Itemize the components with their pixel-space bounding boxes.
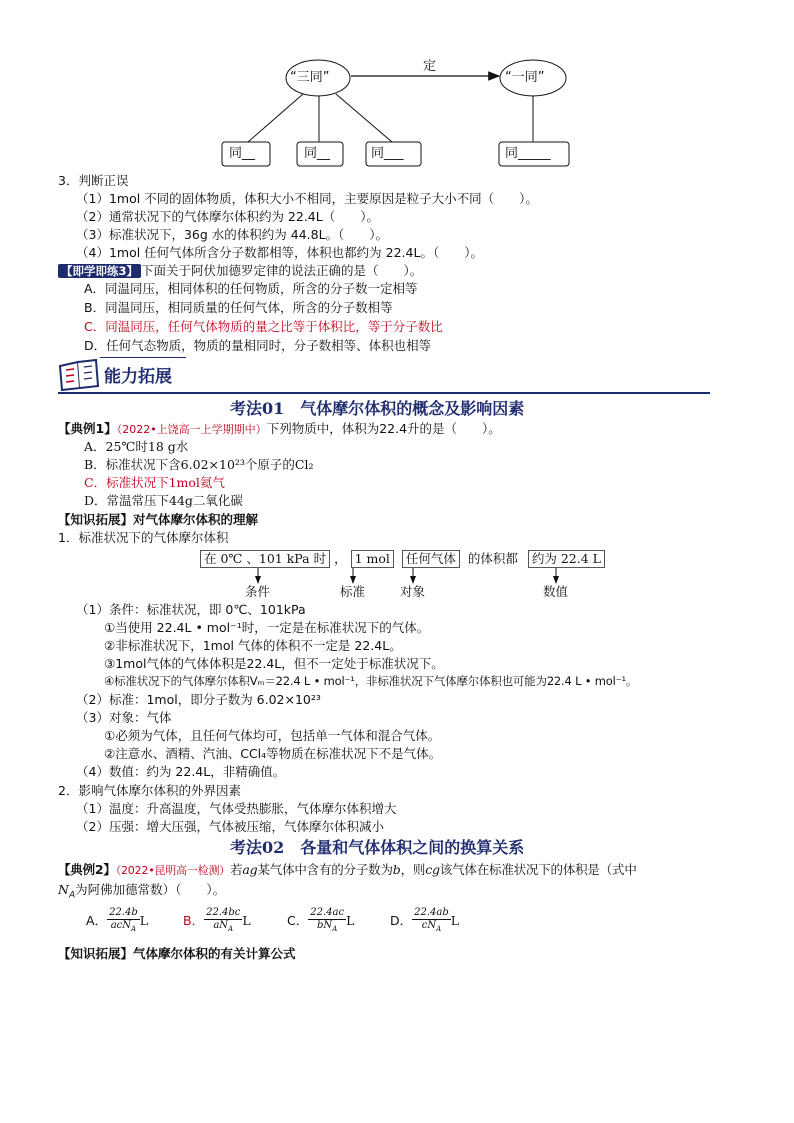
box-1-label: 同__ [229,146,256,161]
branch-line-3 [336,94,392,142]
example1-option-d: D．常温常压下44g二氧化碳 [84,493,243,508]
example1-stem: 下列物质中，体积为22.4升的是（ ）。 [266,421,501,436]
option-d-num: 22.4ab [414,906,449,918]
practice3-label: 【即学即练3】 [58,264,141,278]
practice3-line [58,262,422,280]
right-node-label: “一同” [505,70,545,85]
option-a-unit: L [139,912,149,928]
arrow-label: 定 [423,59,437,74]
ext1-line-3: ②非标准状况下，1mol 气体的体积不一定是 22.4L。 [104,638,402,653]
branch-line-1 [248,94,303,142]
box-condition: 在 0℃ 、101 kPa 时 [200,550,330,568]
book-icon [58,358,102,392]
box-value: 约为 22.4 L [528,550,605,568]
example2-stem-c: ，则 [400,862,426,877]
option-b-num: 22.4bc [206,906,241,918]
box-sep: ， [334,551,347,566]
ext2-title: 【知识拓展】气体摩尔体积的有关计算公式 [58,946,296,961]
example2-option-b [183,906,251,935]
option-d-sub: A [436,924,442,933]
label-standard: 标准 [340,584,366,599]
practice3-option-a: A．同温同压，相同体积的任何物质，所含的分子数一定相等 [84,281,418,296]
label-value: 数值 [543,584,569,599]
option-d-den: cN [421,919,437,931]
box-standard: 1 mol [351,550,394,568]
option-b-den: aN [213,919,229,931]
ext1-line-5: ④标准状况下的气体摩尔体积Vₘ＝22.4 L • mol⁻¹，非标准状况下气体摩尔体积也可能为22.4 L • mol⁻¹。 [104,674,638,688]
ext1-line-8: ①必须为气体，且任何气体均可，包括单一气体和混合气体。 [104,728,441,743]
box-object: 任何气体 [402,550,460,568]
example2-var-a: ag [242,862,258,877]
example2-stem-b: 某气体中含有的分子数为 [257,862,393,877]
label-object: 对象 [400,584,426,599]
box-mid-text: 的体积都 [467,551,518,566]
example2-option-c [287,906,354,935]
ext1-line-2: ①当使用 22.4L • mol⁻¹时，一定是在标准状况下的气体。 [104,620,430,635]
ext1-sub2-line-1: （1）温度：升高温度，气体受热膨胀，气体摩尔体积增大 [76,801,397,816]
option-c-sub: A [332,924,338,933]
option-c-num: 22.4ac [310,906,345,918]
kaofa2-title: 考法02 各量和气体体积之间的换算关系 [230,838,525,857]
q3-title: 3．判断正误 [58,173,129,188]
q3-item-1: （1）1mol 不同的固体物质，体积大小不相同，主要原因是粒子大小不同（ ）。 [76,191,538,206]
example2-line2-rest: 为阿佛加德常数）（ ）。 [75,882,226,897]
example1-option-b: B．标准状况下含6.02×10²³个原子的Cl₂ [84,457,314,472]
option-c-letter: C． [287,912,309,928]
option-b-unit: L [242,912,251,928]
ext1-line-4: ③1mol气体的气体体积是22.4L，但不一定处于标准状况下。 [104,656,444,671]
ext1-line-6: （2）标准：1mol，即分子数为 6.02×10²³ [76,692,321,707]
ext1-line-10: （4）数值：约为 22.4L，非精确值。 [76,764,286,779]
option-b-sub: A [228,924,234,933]
example2-stem-a: 若 [230,862,243,877]
example2-option-d [390,906,459,935]
example2-na-sub: A [68,890,76,901]
example2-var-b: b [392,862,401,877]
ext1-sub2-line-2: （2）压强：增大压强，气体被压缩，气体摩尔体积减小 [76,819,384,834]
example2-var-c: cg [425,862,440,877]
example2-line1 [58,861,637,879]
q3-item-4: （4）1mol 任何气体所含分子数都相等，体积也都约为 22.4L。（ ）。 [76,245,483,260]
example1-label: 【典例1】 [58,421,117,436]
box-4-label: 同_____ [505,146,551,161]
ext1-line-1: （1）条件：标准状况，即 0℃、101kPa [76,602,306,617]
example2-na-var: N [58,882,69,897]
option-c-den: bN [317,919,333,931]
example2-label: 【典例2】 [58,862,116,877]
example2-line2 [58,881,225,905]
example2-option-a [86,906,148,935]
example1-option-a: A．25℃时18 g水 [84,439,189,454]
left-node-label: “三同” [290,70,330,85]
q3-item-3: （3）标准状况下，36g 水的体积约为 44.8L。（ ）。 [76,227,389,242]
kaofa1-title: 考法01 气体摩尔体积的概念及影响因素 [230,399,525,418]
ext1-line-7: （3）对象：气体 [76,710,172,725]
option-a-letter: A． [86,912,108,928]
ext1-title: 【知识拓展】对气体摩尔体积的理解 [58,512,259,527]
option-a-sub: A [131,924,137,933]
box-3-label: 同___ [371,146,404,161]
ext1-line-9: ②注意水、酒精、汽油、CCl₄等物质在标准状况下不是气体。 [104,746,442,761]
ext1-sub1: 1．标准状况下的气体摩尔体积 [58,530,229,545]
example1-line [58,420,501,438]
option-d-unit: L [450,912,460,928]
option-c-unit: L [346,912,355,928]
example2-source: （2022•昆明高一检测） [115,864,231,877]
option-a-den: acN [110,919,132,931]
example1-source: （2022•上饶高一上学期期中） [116,423,267,436]
option-b-letter: B． [183,912,205,928]
practice3-stem: 下面关于阿伏加德罗定律的说法正确的是（ ）。 [141,263,423,278]
section-rule [58,392,710,394]
option-d-letter: D． [390,912,413,928]
example2-stem-d: 该气体在标准状况下的体积是（式中 [439,862,637,877]
box-2-label: 同__ [304,146,331,161]
example1-option-c: C．标准状况下1mol氦气 [84,475,225,490]
option-a-num: 22.4b [109,906,138,918]
practice3-option-d: D．任何气态物质，物质的量相同时，分子数相等、体积也相等 [84,338,432,353]
section-title: 能力拓展 [104,367,172,387]
section-underline-short [100,357,186,358]
practice3-option-b: B．同温同压，相同质量的任何气体，所含的分子数相等 [84,300,393,315]
q3-item-2: （2）通常状况下的气体摩尔体积约为 22.4L（ ）。 [76,209,379,224]
practice3-option-c: C．同温同压，任何气体物质的量之比等于体积比，等于分子数比 [84,319,443,334]
ext1-arrows [0,566,794,606]
label-condition: 条件 [245,584,271,599]
ext1-sub2: 2．影响气体摩尔体积的外界因素 [58,783,241,798]
